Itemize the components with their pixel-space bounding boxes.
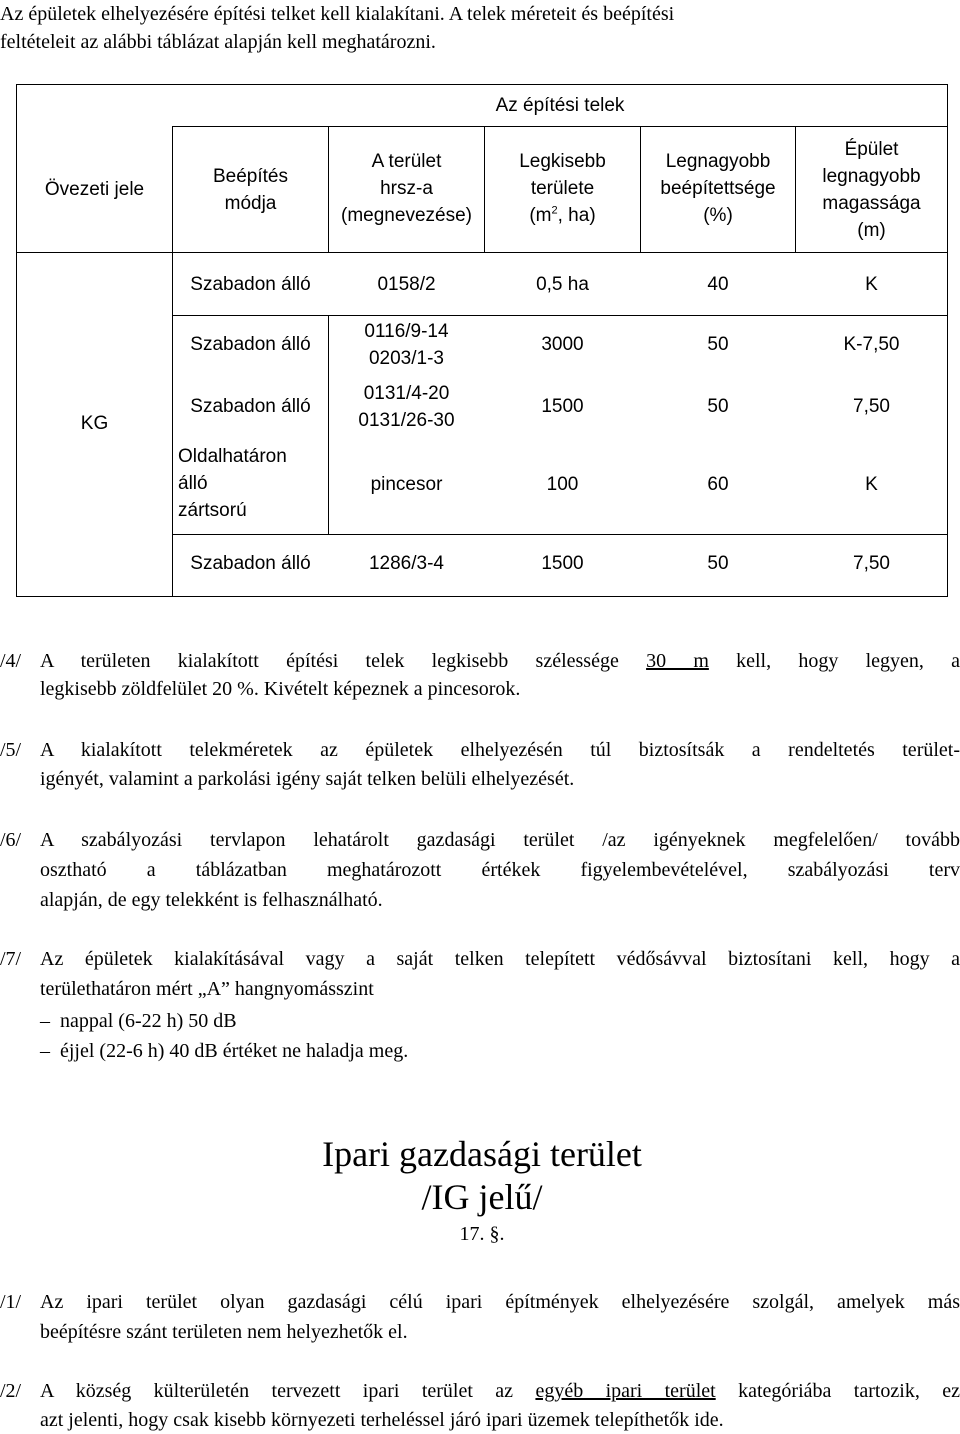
row-0-height: K — [865, 274, 878, 295]
paragraph-6-line-1: A szabályozási tervlapon lehatárolt gazdasági terület /az igényeknek megfelelően/ tovább — [40, 829, 960, 851]
paragraph-5 — [0, 736, 960, 796]
row-3-built: 60 — [707, 474, 729, 495]
dash-bullet-1: – — [40, 1010, 50, 1032]
row-2-parcel-line-2: 0131/26-30 — [358, 410, 455, 431]
paragraph-2 — [0, 1377, 960, 1434]
row-1-height: K-7,50 — [843, 334, 900, 355]
row-2-area: 1500 — [541, 396, 584, 417]
row-1-area: 3000 — [541, 334, 584, 355]
zone-code: KG — [80, 413, 109, 434]
header-parcel — [328, 148, 485, 229]
paragraph-2-number: /2/ — [0, 1380, 22, 1402]
row-2-type: Szabadon álló — [190, 396, 311, 417]
header-height-line-2: legnagyobb — [822, 166, 921, 187]
table-group-header: Az építési telek — [495, 95, 625, 116]
section-title-line-2: /IG jelű/ — [421, 1177, 543, 1217]
header-type-line-2: módja — [224, 193, 277, 214]
paragraph-5-line-1: A kialakított telekméretek az épületek elhelyezésén túl biztosítsák a rendeltetés terület- — [40, 739, 960, 761]
header-zone: Övezeti jele — [44, 179, 145, 200]
intro-line-1: Az épületek elhelyezésére építési telket kell kialakítani. A telek méreteit és beépítési — [0, 3, 675, 25]
header-built — [640, 148, 796, 229]
paragraph-1-number: /1/ — [0, 1291, 22, 1313]
row-3-type-line-2: álló — [178, 473, 208, 494]
paragraph-6 — [0, 826, 960, 916]
intro-line-2: feltételeit az alábbi táblázat alapján kell meghatározni. — [0, 31, 436, 53]
row-4-area: 1500 — [541, 553, 584, 574]
paragraph-6-line-3: alapján, de egy telekként is felhasználható. — [40, 889, 383, 911]
paragraph-7 — [0, 945, 960, 1065]
row-2-height: 7,50 — [853, 396, 890, 417]
paragraph-2-line-1: A község külterületén tervezett ipari terület az egyéb ipari terület kategóriába tartozik, ez — [40, 1380, 960, 1402]
header-height-line-4: (m) — [857, 220, 886, 241]
header-type — [172, 163, 329, 217]
header-built-line-1: Legnagyobb — [665, 151, 771, 172]
row-1-built: 50 — [707, 334, 729, 355]
header-height-line-1: Épület — [844, 139, 899, 160]
header-built-line-2: beépítettsége — [660, 178, 776, 199]
header-built-line-3: (%) — [703, 205, 733, 226]
row-1-parcel-line-1: 0116/9-14 — [364, 321, 449, 342]
header-area-line-3: ($m^2$, ha) — [529, 204, 596, 226]
row-4-built: 50 — [707, 553, 729, 574]
row-2-parcel-line-1: 0131/4-20 — [363, 383, 450, 404]
paragraph-4-line-1: A területen kialakított építési telek legkisebb szélessége 30 m kell, hogy legyen, a — [40, 650, 960, 672]
row-1-parcel — [328, 318, 485, 372]
row-4-height: 7,50 — [853, 553, 890, 574]
paragraph-7-number: /7/ — [0, 948, 22, 970]
paragraph-4-number: /4/ — [0, 650, 22, 672]
row-4-type: Szabadon álló — [190, 553, 311, 574]
paragraph-4 — [0, 647, 960, 707]
paragraph-5-number: /5/ — [0, 739, 22, 761]
row-2-built: 50 — [707, 396, 729, 417]
paragraph-5-line-2: igényét, valamint a parkolási igény saját telken belüli elhelyezését. — [40, 768, 575, 790]
header-area-line-2: területe — [530, 178, 595, 199]
row-3-height: K — [865, 474, 878, 495]
row-0-area: 0,5 ha — [536, 274, 589, 295]
row-3-type-line-1: Oldalhatáron — [178, 446, 287, 467]
header-parcel-line-1: A terület — [371, 151, 442, 172]
header-parcel-line-2: hrsz-a — [380, 178, 433, 199]
header-area-line-1: Legkisebb — [519, 151, 606, 172]
zoning-table — [0, 0, 960, 600]
paragraph-6-number: /6/ — [0, 829, 22, 851]
section-number: 17. §. — [459, 1223, 505, 1245]
row-3-parcel: pincesor — [370, 474, 443, 495]
section-title-line-1: Ipari gazdasági terület — [322, 1134, 642, 1174]
paragraph-6-line-2: osztható a táblázatban meghatározott értékek figyelembevételével, szabályozási terv — [40, 859, 960, 881]
row-1-parcel-line-2: 0203/1-3 — [368, 348, 444, 369]
row-3-area: 100 — [546, 474, 579, 495]
header-height — [795, 136, 948, 244]
row-1-type: Szabadon álló — [190, 334, 311, 355]
paragraph-1 — [0, 1288, 960, 1348]
row-3-type-line-3: zártsorú — [178, 500, 247, 521]
row-0-built: 40 — [707, 274, 729, 295]
row-2-parcel — [328, 380, 485, 434]
header-parcel-line-3: (megnevezése) — [341, 205, 472, 226]
paragraph-7-line-1: Az épületek kialakításával vagy a saját telken telepített védősávval biztosítani kell, hogy a — [40, 948, 960, 970]
row-4-parcel: 1286/3-4 — [368, 553, 444, 574]
dash-bullet-2: – — [40, 1040, 50, 1062]
header-height-line-3: magassága — [822, 193, 921, 214]
paragraph-1-line-1: Az ipari terület olyan gazdasági célú ipari építmények elhelyezésére szolgál, amelyek más — [40, 1291, 960, 1313]
paragraph-7-line-2: területhatáron mért „A” hangnyomásszint — [40, 978, 374, 1000]
paragraph-4-line-2: legkisebb zöldfelület 20 %. Kivételt képeznek a pincesorok. — [40, 678, 521, 700]
row-0-type: Szabadon álló — [190, 274, 311, 295]
paragraph-1-line-2: beépítésre szánt területen nem helyezhetők el. — [40, 1321, 408, 1343]
row-0-parcel: 0158/2 — [377, 274, 436, 295]
header-type-line-1: Beépítés — [213, 166, 288, 187]
list-item-daytime: nappal (6-22 h) 50 dB — [60, 1010, 237, 1032]
paragraph-2-line-2: azt jelenti, hogy csak kisebb környezeti terheléssel járó ipari üzemek telepíthetők ide. — [40, 1409, 724, 1431]
list-item-night: éjjel (22-6 h) 40 dB értéket ne haladja meg. — [60, 1040, 409, 1062]
header-area — [484, 148, 641, 229]
row-3-type — [178, 443, 328, 524]
